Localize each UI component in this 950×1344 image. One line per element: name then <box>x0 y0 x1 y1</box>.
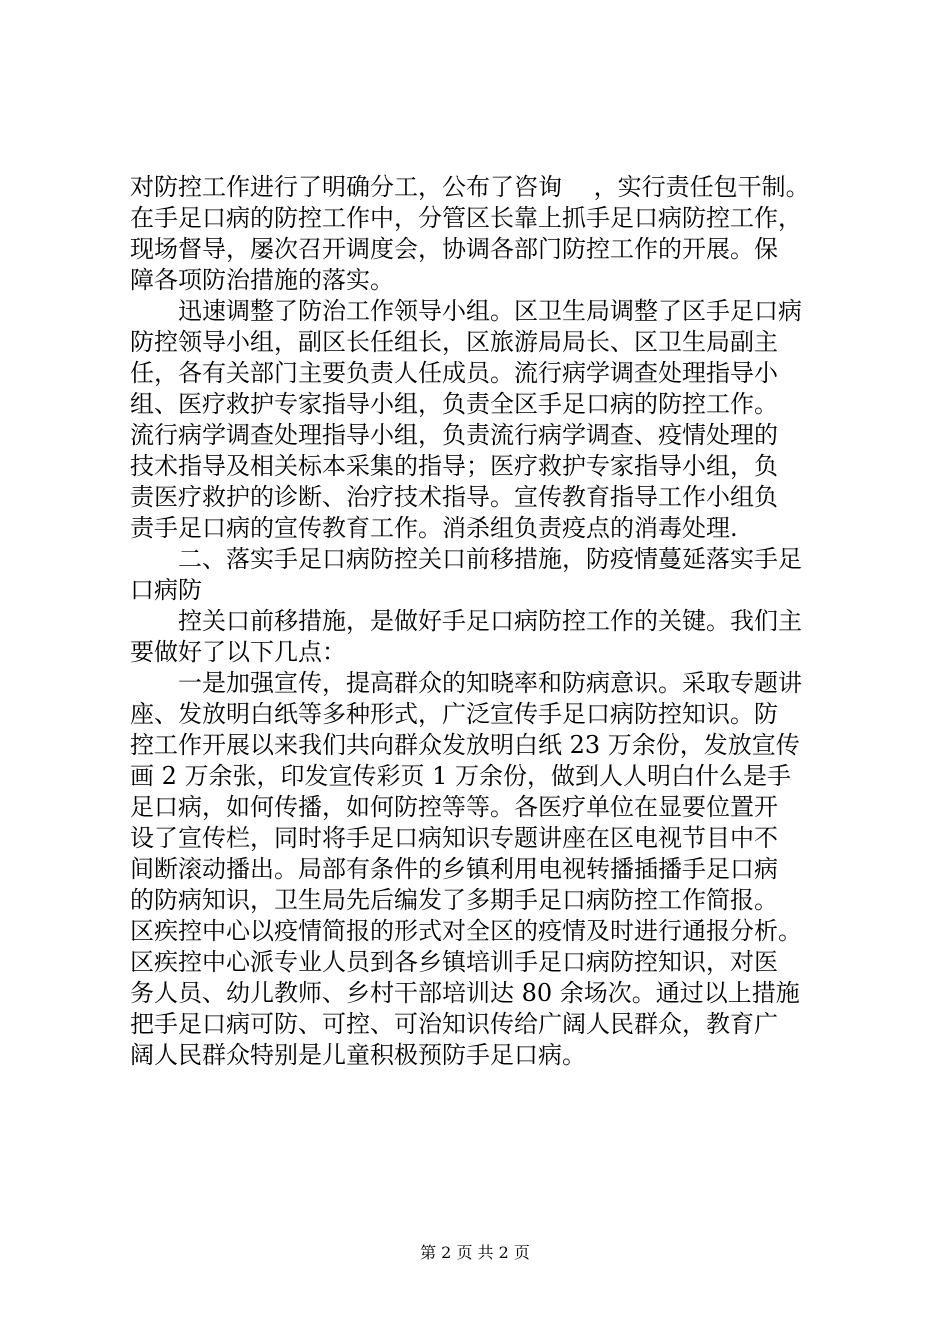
text-line: 组、医疗救护专家指导小组，负责全区手足口病的防控工作。 <box>130 390 778 418</box>
text-line: 区疾控中心派专业人员到各乡镇培训手足口病防控知识，对医 <box>130 948 778 976</box>
text-line: 把手足口病可防、可控、可治知识传给广阔人民群众，教育广 <box>130 1010 778 1038</box>
text-line: 障各项防治措施的落实。 <box>130 266 394 294</box>
text-line: 现场督导，屡次召开调度会，协调各部门防控工作的开展。保 <box>130 235 778 263</box>
text-line: 的防病知识，卫生局先后编发了多期手足口病防控工作简报。 <box>130 886 778 914</box>
text-line: 流行病学调查处理指导小组，负责流行病学调查、疫情处理的 <box>130 421 778 449</box>
text-line: 画 2 万余张，印发宣传彩页 1 万余份，做到人人明白什么是手 <box>130 762 792 790</box>
text-line: 迅速调整了防治工作领导小组。区卫生局调整了区手足口病 <box>130 297 802 325</box>
text-line: 任，各有关部门主要负责人任成员。流行病学调查处理指导小 <box>130 359 778 387</box>
text-line: 务人员、幼儿教师、乡村干部培训达 80 余场次。通过以上措施 <box>130 979 800 1007</box>
text-line: 阔人民群众特别是儿童积极预防手足口病。 <box>130 1041 586 1069</box>
text-line: 足口病，如何传播，如何防控等等。各医疗单位在显要位置开 <box>130 793 778 821</box>
text-line: 责手足口病的宣传教育工作。消杀组负责疫点的消毒处理. <box>130 514 738 542</box>
text-line: 控工作开展以来我们共向群众发放明白纸 23 万余份，发放宣传 <box>130 731 800 759</box>
text-line: 二、落实手足口病防控关口前移措施，防疫情蔓延落实手足 <box>130 545 802 573</box>
text-line: 口病防 <box>130 576 202 604</box>
text-line: 区疾控中心以疫情简报的形式对全区的疫情及时进行通报分析。 <box>130 917 802 945</box>
text-line: 技术指导及相关标本采集的指导；医疗救护专家指导小组，负 <box>130 452 778 480</box>
text-line: 设了宣传栏，同时将手足口病知识专题讲座在区电视节目中不 <box>130 824 778 852</box>
text-line: 一是加强宣传，提高群众的知晓率和防病意识。采取专题讲 <box>130 669 802 697</box>
text-line: 间断滚动播出。局部有条件的乡镇利用电视转播插播手足口病 <box>130 855 778 883</box>
text-line: 座、发放明白纸等多种形式，广泛宣传手足口病防控知识。防 <box>130 700 778 728</box>
text-line: 对防控工作进行了明确分工，公布了咨询 ，实行责任包干制。 <box>130 173 810 201</box>
text-line: 责医疗救护的诊断、治疗技术指导。宣传教育指导工作小组负 <box>130 483 778 511</box>
page-footer <box>0 1243 950 1263</box>
text-line: 要做好了以下几点： <box>130 638 346 666</box>
text-line: 防控领导小组，副区长任组长，区旅游局局长、区卫生局副主 <box>130 328 778 356</box>
text-line: 在手足口病的防控工作中，分管区长靠上抓手足口病防控工作， <box>130 204 802 232</box>
document-body <box>130 172 836 1071</box>
page-number: 第 2 页 共 2 页 <box>420 1243 530 1262</box>
text-line: 控关口前移措施，是做好手足口病防控工作的关键。我们主 <box>130 607 802 635</box>
